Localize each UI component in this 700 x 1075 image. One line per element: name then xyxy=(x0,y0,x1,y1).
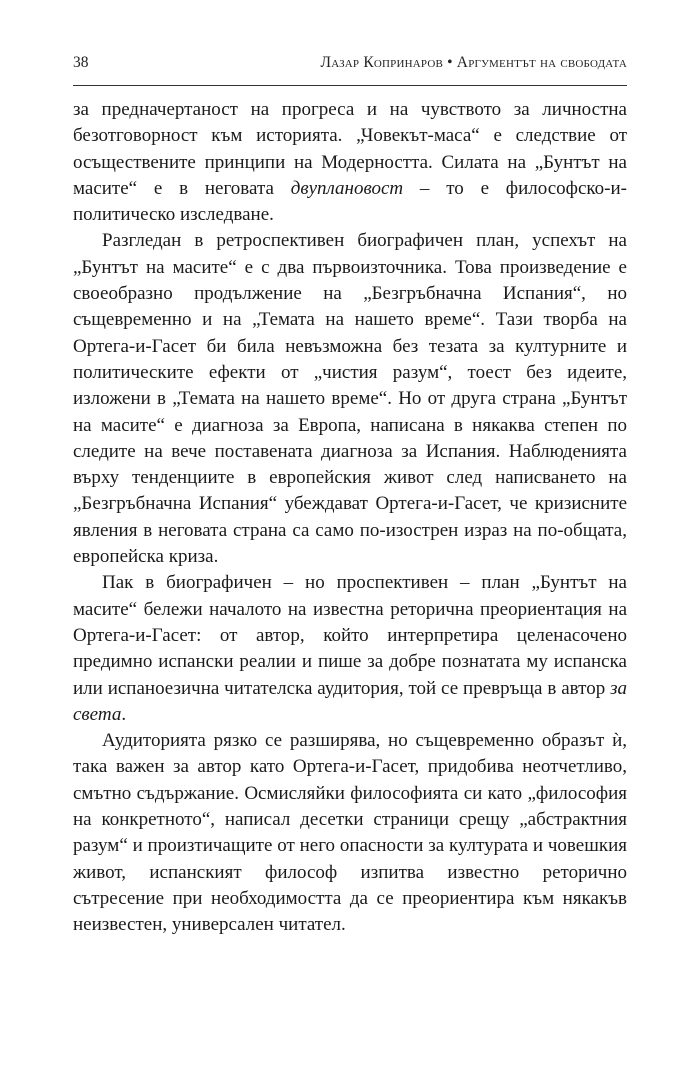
italic-text: за света xyxy=(73,677,627,725)
paragraph xyxy=(73,97,627,228)
paragraph-text: Аудиторията рязко се разширява, но същевременно образът ѝ, така важен за автор като Ортега-и-Гасет, придобива неотчетливо, смътно съдържание. Осмисляйки философията си като „философия на конкретното“, написал десетки страници срещу „абстрактния разум“ и произтичащите от него опасности за културата и човешкия живот, испанският философ изпитва известно реторично сътресение при необходимостта да се преориентира към някакъв неизвестен, универсален читател. xyxy=(73,730,627,936)
paragraph xyxy=(73,728,627,938)
paragraph-text: – то е философско-и-политическо изследване. xyxy=(73,177,627,226)
page-number: 38 xyxy=(73,54,89,71)
paragraph xyxy=(73,228,627,570)
paragraph xyxy=(73,570,627,728)
italic-text: двуплановост xyxy=(290,177,404,199)
paragraph-text: Пак в биографичен – но проспективен – план „Бунтът на масите“ бележи началото на известна реторична преориентация на Ортега-и-Гасет: от автор, който интерпретира целенасочено предимно испански реалии и пише за добре познатата му испанска или испаноезична читателска аудитория, той се превръща в автор xyxy=(73,572,627,699)
running-header xyxy=(73,54,627,78)
body-text xyxy=(73,97,627,939)
paragraph-text: Разгледан в ретроспективен биографичен план, успехът на „Бунтът на масите“ е с два първоизточника. Това произведение е своеобразно продължение на „Безгръбначна Испания“, но същевременно и на „Темата на нашето време“. Тази творба на Ортега-и-Гасет би била невъзможна без тезата за културните и политическите ефекти от „чистия разум“, тоест без идеите, изложени в „Темата на нашето време“. Но от друга страна „Бунтът на масите“ е диагноза за Европа, написана в някаква степен по следите на вече поставената диагноза за Испания. Наблюденията върху тенденциите в европейския живот след написването на „Безгръбначна Испания“ убеждават Ортега-и-Гасет, че кризисните явления в неговата страна са само по-изострен израз на по-общата, европейска криза. xyxy=(73,230,627,568)
paragraph-text: за предначертаност на прогреса и на чувството за личностна безотговорност към историята. „Човекът-маса“ е следствие от осъществените принципи на Модерността. Силата на „Бунтът на масите“ е в неговата xyxy=(73,99,627,199)
paragraph-text: . xyxy=(121,703,127,725)
header-rule xyxy=(73,85,627,86)
running-title: Лазар Копринаров • Аргументът на свободата xyxy=(320,54,627,71)
